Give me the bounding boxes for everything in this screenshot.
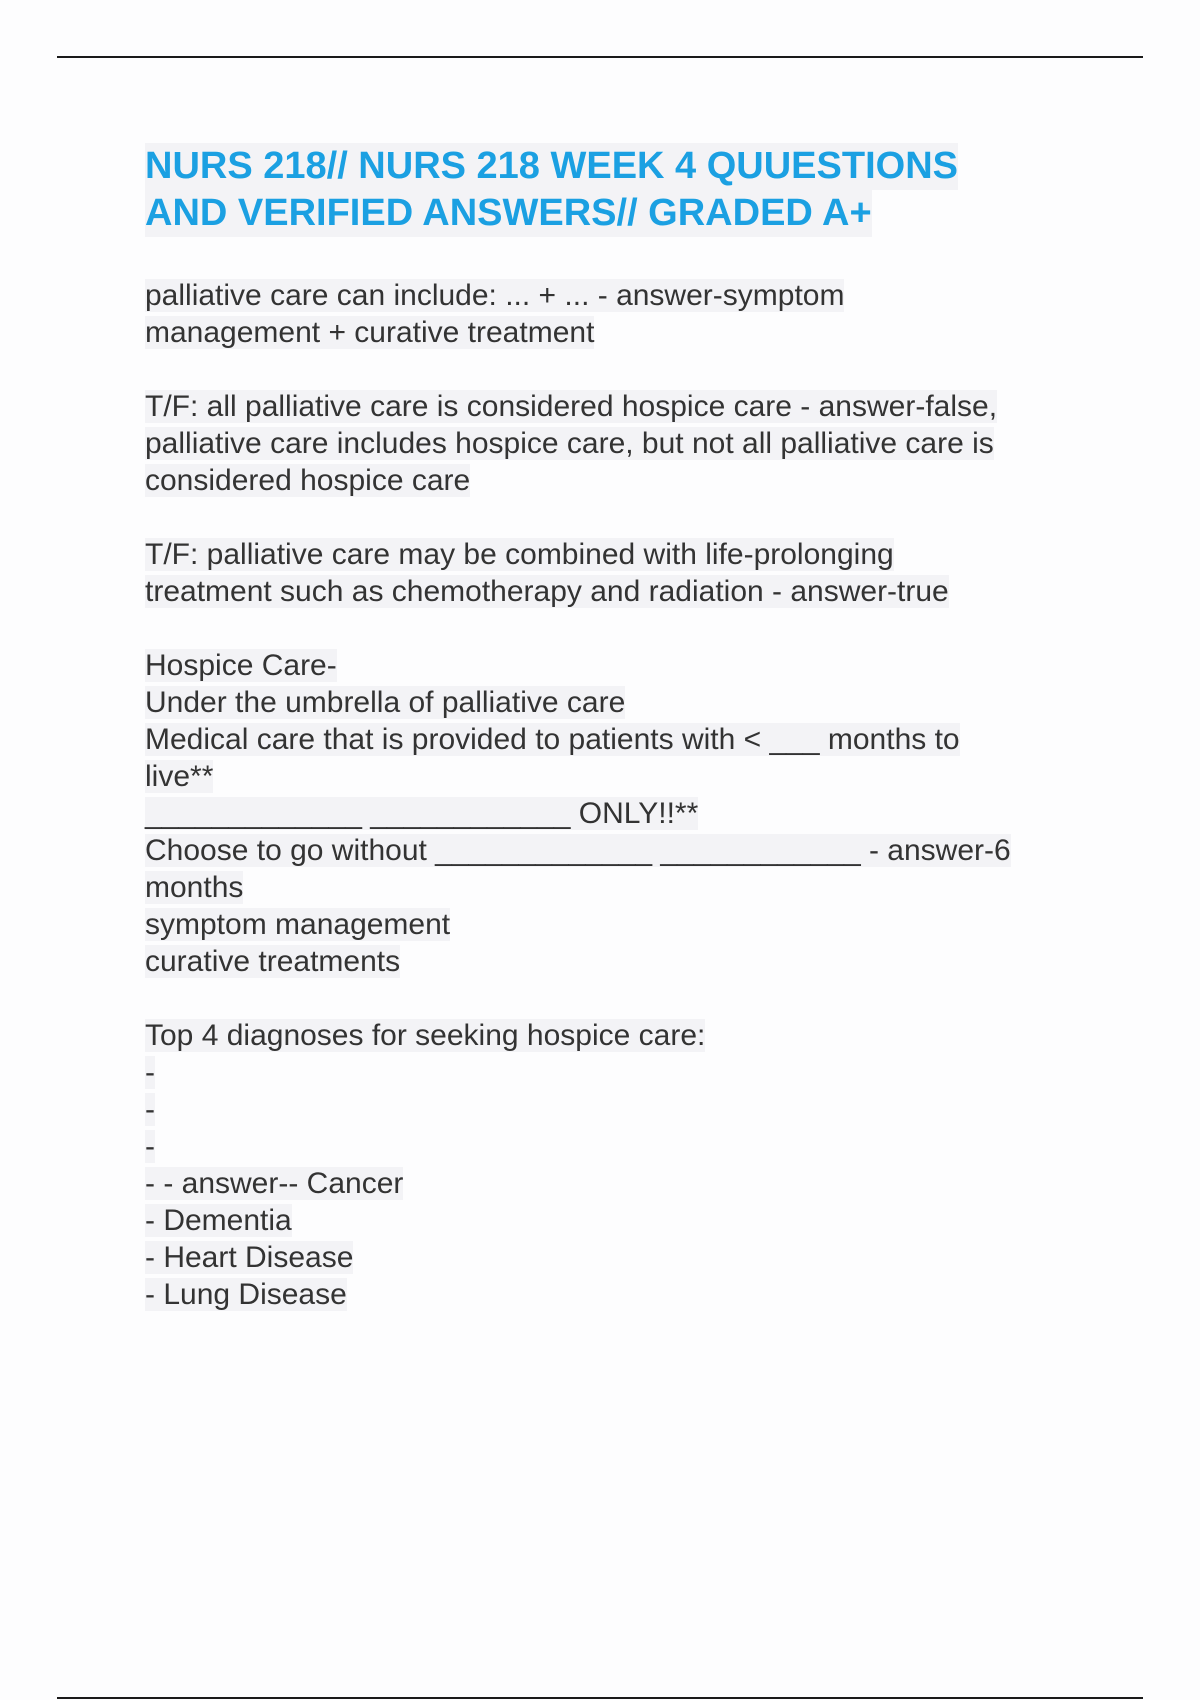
text-line: live**	[145, 760, 214, 793]
text-line: - Heart Disease	[145, 1241, 354, 1274]
text-line: Medical care that is provided to patients with < ___ months to	[145, 723, 960, 756]
text-line: curative treatments	[145, 945, 401, 978]
document-title	[145, 143, 1085, 237]
text-line: treatment such as chemotherapy and radiation - answer-true	[145, 575, 949, 608]
qa-item-hospice-care	[145, 647, 1085, 980]
text-line: Hospice Care-	[145, 649, 337, 682]
text-line: Top 4 diagnoses for seeking hospice care:	[145, 1019, 706, 1052]
text-line: palliative care includes hospice care, but not all palliative care is	[145, 427, 994, 460]
qa-item-life-prolonging	[145, 536, 1085, 610]
text-line: Choose to go without _____________ ____________ - answer-6	[145, 834, 1011, 867]
text-line: - - answer-- Cancer	[145, 1167, 404, 1200]
qa-item-palliative-care-include	[145, 277, 1085, 351]
text-line: -	[145, 1093, 155, 1126]
text-line: months	[145, 871, 244, 904]
top-rule	[57, 56, 1143, 58]
bottom-rule	[57, 1697, 1143, 1699]
text-line: - Dementia	[145, 1204, 292, 1237]
qa-item-top-diagnoses	[145, 1017, 1085, 1313]
text-line: management + curative treatment	[145, 316, 595, 349]
text-line: Under the umbrella of palliative care	[145, 686, 626, 719]
text-line: symptom management	[145, 908, 451, 941]
text-line: T/F: all palliative care is considered hospice care - answer-false,	[145, 390, 998, 423]
text-line: T/F: palliative care may be combined with life-prolonging	[145, 538, 894, 571]
text-line: palliative care can include: ... + ... - answer-symptom	[145, 279, 845, 312]
text-line: -	[145, 1130, 155, 1163]
title-line-1: NURS 218// NURS 218 WEEK 4 QUUESTIONS	[145, 143, 958, 190]
text-line: considered hospice care	[145, 464, 471, 497]
text-line: _____________ ____________ ONLY!!**	[145, 797, 699, 830]
title-line-2: AND VERIFIED ANSWERS// GRADED A+	[145, 190, 872, 237]
qa-item-palliative-vs-hospice	[145, 388, 1085, 499]
text-line: -	[145, 1056, 155, 1089]
document-body	[145, 143, 1085, 1350]
text-line: - Lung Disease	[145, 1278, 347, 1311]
